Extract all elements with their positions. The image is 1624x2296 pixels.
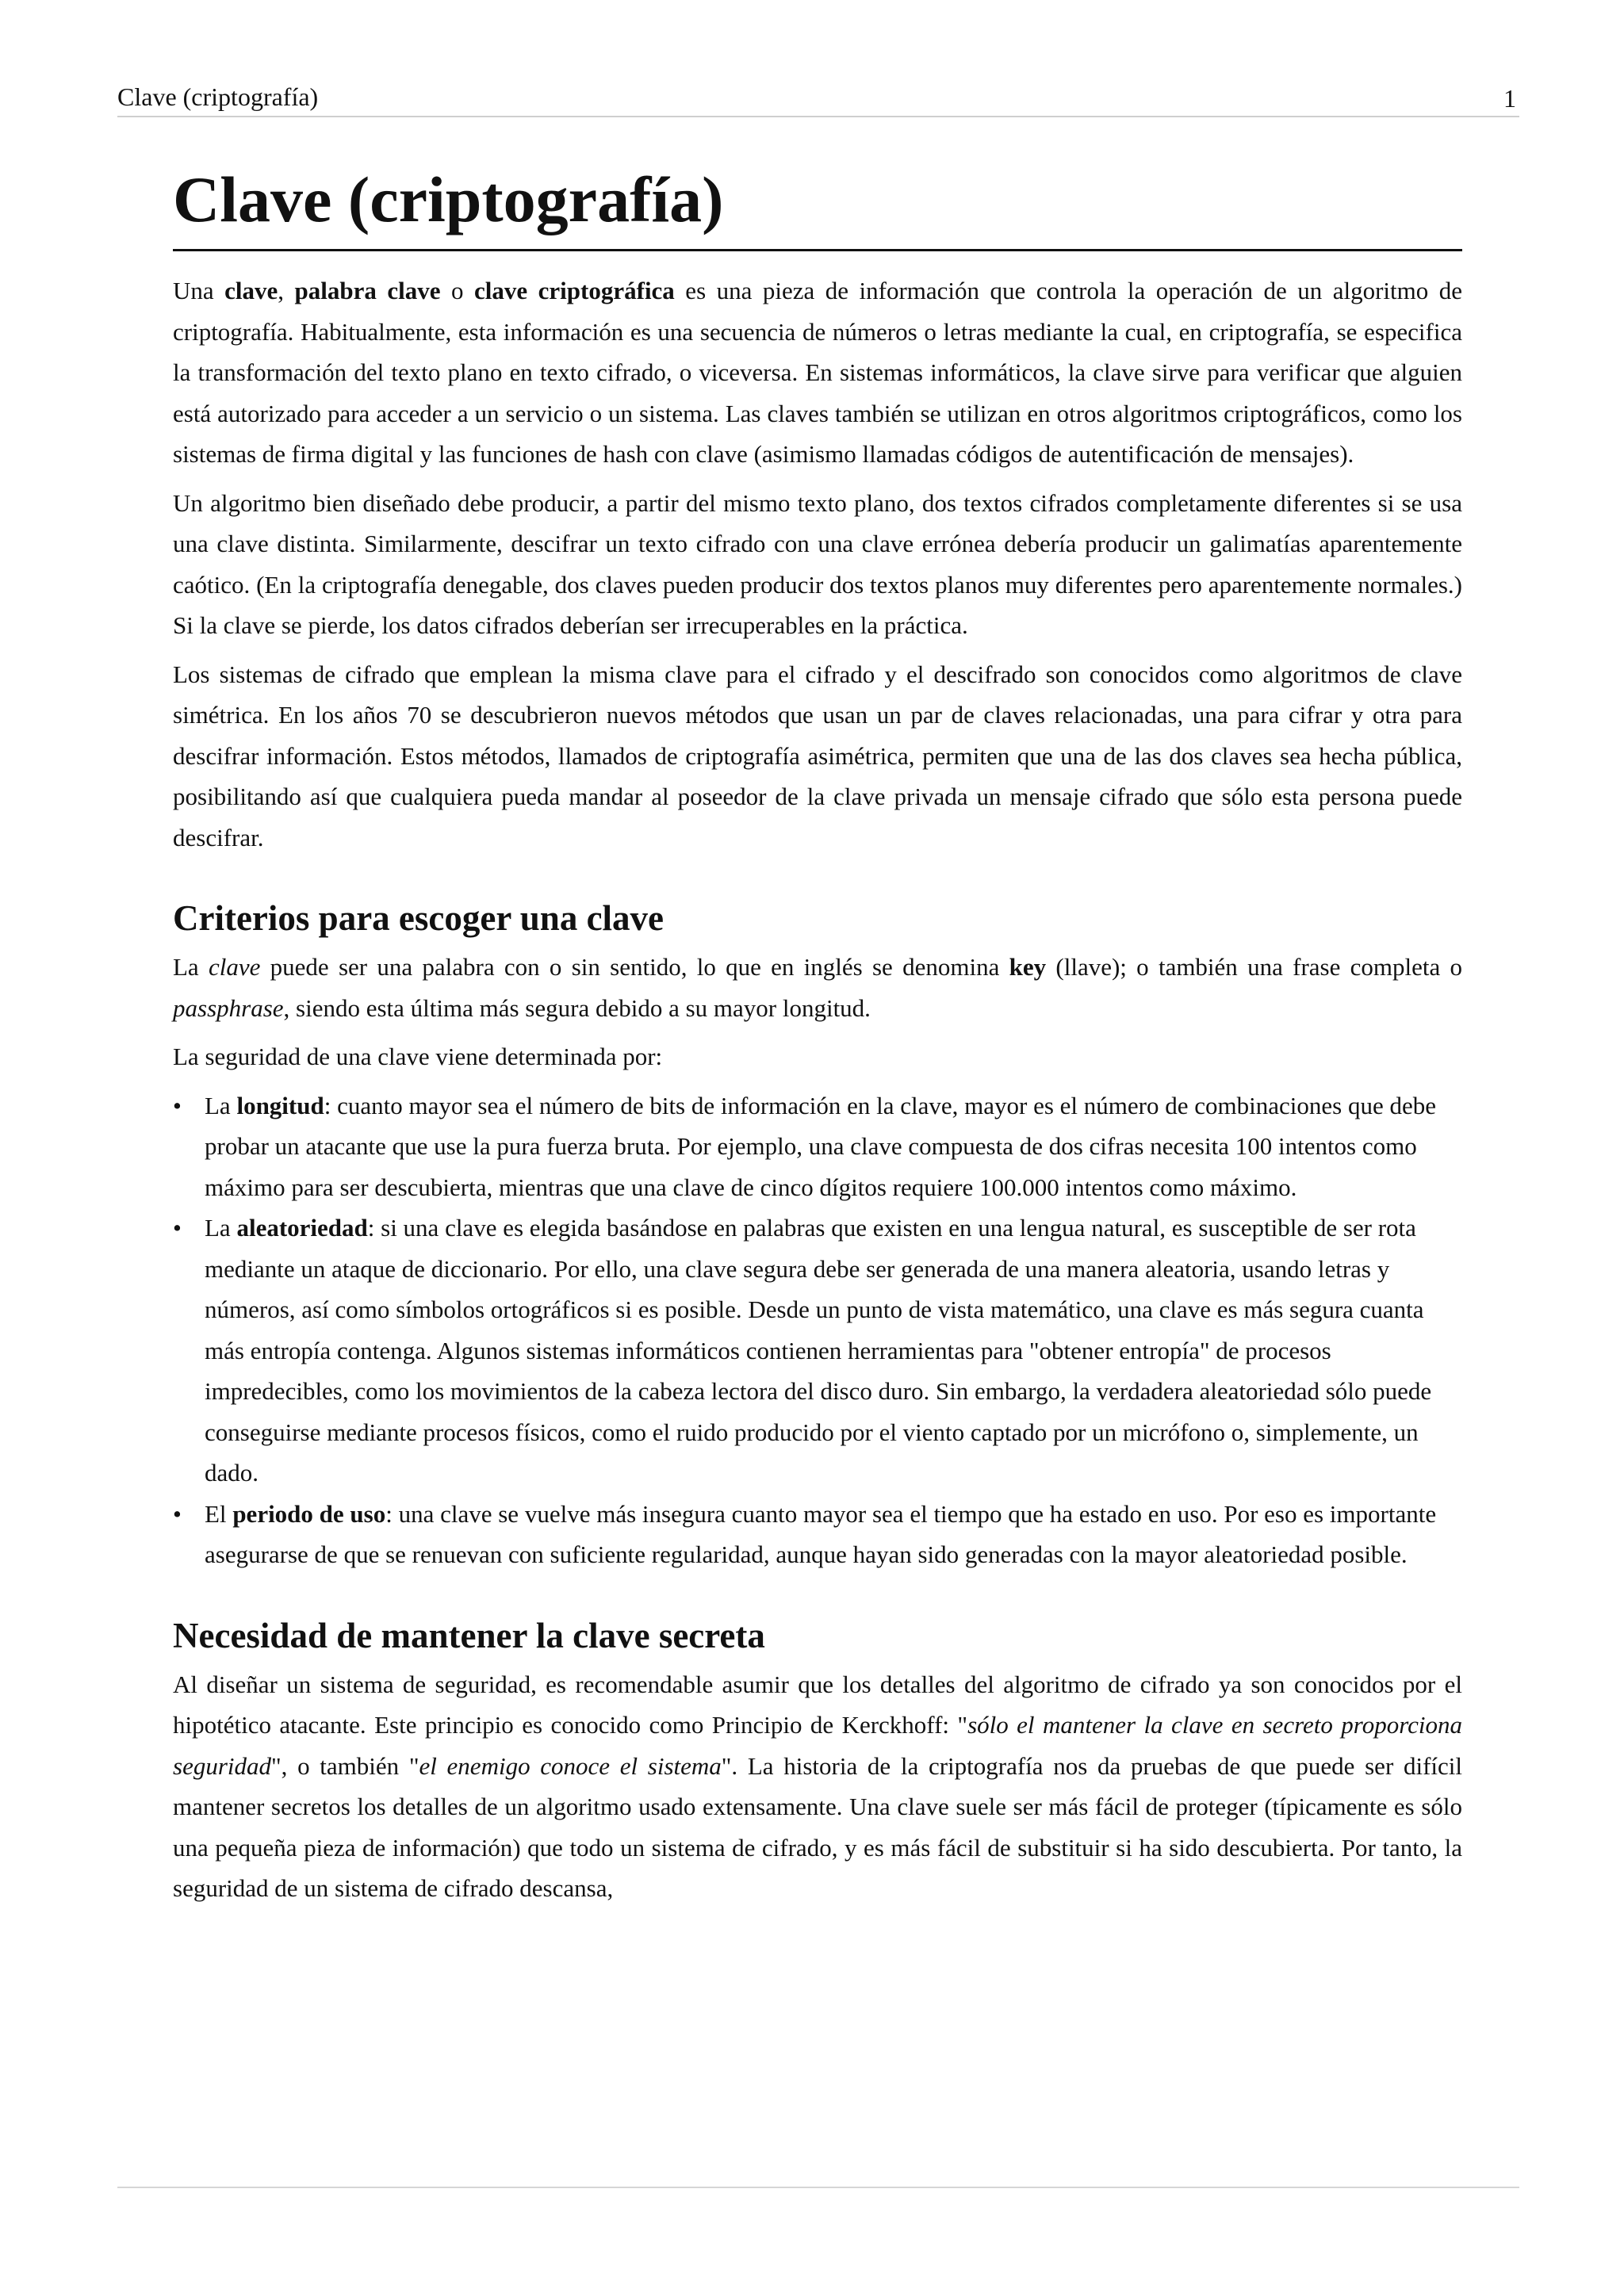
text-run: puede ser una palabra con o sin sentido, lo que en inglés se denomina: [260, 953, 1009, 981]
bullet-icon: •: [173, 1091, 182, 1119]
list-text: : si una clave es elegida basándose en palabras que existen en una lengua natural, es susceptible de ser rota mediante un ataque de diccionario. Por ello, una clave segura debe ser generada de una manera aleatoria, usando letras y números, así como símbolos ortográficos si es posible. Desde un punto de vista matemático, una clave es más segura cuanta más entropía contenga. Algunos sistemas informáticos contienen herramientas para "obtener entropía" de procesos impredecibles, como los movimientos de la cabeza lectora del disco duro. Sin embargo, la verdadera aleatoriedad sólo puede conseguirse mediante procesos físicos, como el ruido producido por el viento captado por un micrófono o, simplemente, un dado.: [205, 1214, 1432, 1487]
italic-term: clave: [208, 953, 261, 981]
list-item: [173, 1207, 1462, 1494]
article-title: Clave (criptografía): [173, 157, 1462, 251]
list-text: : cuanto mayor sea el número de bits de información en la clave, mayor es el número de combinaciones que debe probar un atacante que use la pura fuerza bruta. Por ejemplo, una clave compuesta de dos cifras necesita 100 intentos como máximo para ser descubierta, mientras que una clave de cinco dígitos requiere 100.000 intentos como máximo.: [205, 1091, 1436, 1201]
footer-divider: [117, 2187, 1519, 2188]
term-clave-criptografica: clave criptográfica: [474, 277, 675, 304]
text-run: La: [173, 953, 209, 981]
term-key: key: [1009, 953, 1047, 981]
text-run: , siendo esta última más segura debido a su mayor longitud.: [283, 993, 871, 1022]
italic-quote: sólo el mantener la clave en secreto proporciona seguridad: [173, 1711, 1462, 1780]
necesidad-paragraph-1: [173, 1664, 1462, 1909]
article-content: [173, 157, 1462, 1917]
text-run: Al diseñar un sistema de seguridad, es recomendable asumir que los detalles del algoritmo de cifrado ya son conocidos por el hipotético atacante. Este principio es conocido como Principio de Kerckhoff: ": [173, 1670, 1462, 1739]
bullet-icon: •: [173, 1214, 182, 1242]
text-run: La: [205, 1091, 237, 1119]
text-run: ". La historia de la criptografía nos da pruebas de que puede ser difícil mantener secretos los detalles de un algoritmo usado extensamente. Una clave suele ser más fácil de proteger (típicamente es sólo una pequeña pieza de información) que todo un sistema de cifrado, y es más fácil de substituir si ha sido descubierta. Por tanto, la seguridad de un sistema de cifrado descansa,: [173, 1751, 1462, 1902]
italic-quote: el enemigo conoce el sistema: [419, 1751, 722, 1780]
list-item: [173, 1494, 1462, 1575]
criterios-paragraph-2: La seguridad de una clave viene determinada por:: [173, 1043, 663, 1070]
list-item: [173, 1085, 1462, 1208]
intro-paragraph-3: Los sistemas de cifrado que emplean la misma clave para el cifrado y el descifrado son conocidos como algoritmos de clave simétrica. En los años 70 se descubrieron nuevos métodos que usan un par de claves relacionadas, una para cifrar y otra para descifrar información. Estos métodos, llamados de criptografía asimétrica, permiten que una de las dos claves sea hecha pública, posibilitando así que cualquiera pueda mandar al poseedor de la clave privada un mensaje cifrado que sólo esta persona puede descifrar.: [173, 660, 1462, 851]
section-heading-necesidad: Necesidad de mantener la clave secreta: [173, 1615, 765, 1655]
criteria-list: [173, 1085, 1462, 1575]
text-run: ", o también ": [271, 1751, 419, 1780]
page-number: 1: [1503, 84, 1516, 113]
section-heading-criterios: Criterios para escoger una clave: [173, 898, 665, 938]
text-run: es una pieza de información que controla la operación de un algoritmo de criptografía. Habitualmente, esta información es una secuencia de números o letras mediante la cual, en criptografía, se especifica la transformación del texto plano en texto cifrado, o viceversa. En sistemas informáticos, la clave sirve para verificar que alguien está autorizado para acceder a un servicio o un sistema. Las claves también se utilizan en otros algoritmos criptográficos, como los sistemas de firma digital y las funciones de hash con clave (asimismo llamadas códigos de autentificación de mensajes).: [173, 277, 1462, 468]
text-run: o: [440, 277, 475, 304]
intro-paragraph-1: [173, 270, 1462, 475]
text-run: Una: [173, 277, 225, 304]
italic-term: passphrase: [173, 993, 284, 1022]
term-palabra-clave: palabra clave: [294, 277, 441, 304]
running-header-title: Clave (criptografía): [117, 82, 319, 111]
list-term: aleatoriedad: [236, 1214, 368, 1242]
text-run: ,: [278, 277, 295, 304]
term-clave: clave: [224, 277, 278, 304]
text-run: La: [205, 1214, 237, 1242]
intro-paragraph-2: Un algoritmo bien diseñado debe producir, a partir del mismo texto plano, dos textos cifrados completamente diferentes si se usa una clave distinta. Similarmente, descifrar un texto cifrado con una clave errónea debería producir un galimatías aparentemente caótico. (En la criptografía denegable, dos claves pueden producir dos textos planos muy diferentes pero aparentemente normales.) Si la clave se pierde, los datos cifrados deberían ser irrecuperables en la práctica.: [173, 488, 1462, 639]
list-text: : una clave se vuelve más insegura cuanto mayor sea el tiempo que ha estado en uso. Por eso es importante asegurarse de que se renuevan con suficiente regularidad, aunque hayan sido generadas con la mayor aleatoriedad posible.: [205, 1499, 1437, 1568]
bullet-icon: •: [173, 1499, 182, 1528]
running-header: [117, 79, 1519, 117]
text-run: El: [205, 1499, 233, 1528]
list-term: longitud: [236, 1091, 324, 1119]
criterios-paragraph-1: [173, 947, 1462, 1028]
text-run: (llave); o también una frase completa o: [1046, 953, 1463, 981]
list-term: periodo de uso: [232, 1499, 386, 1528]
